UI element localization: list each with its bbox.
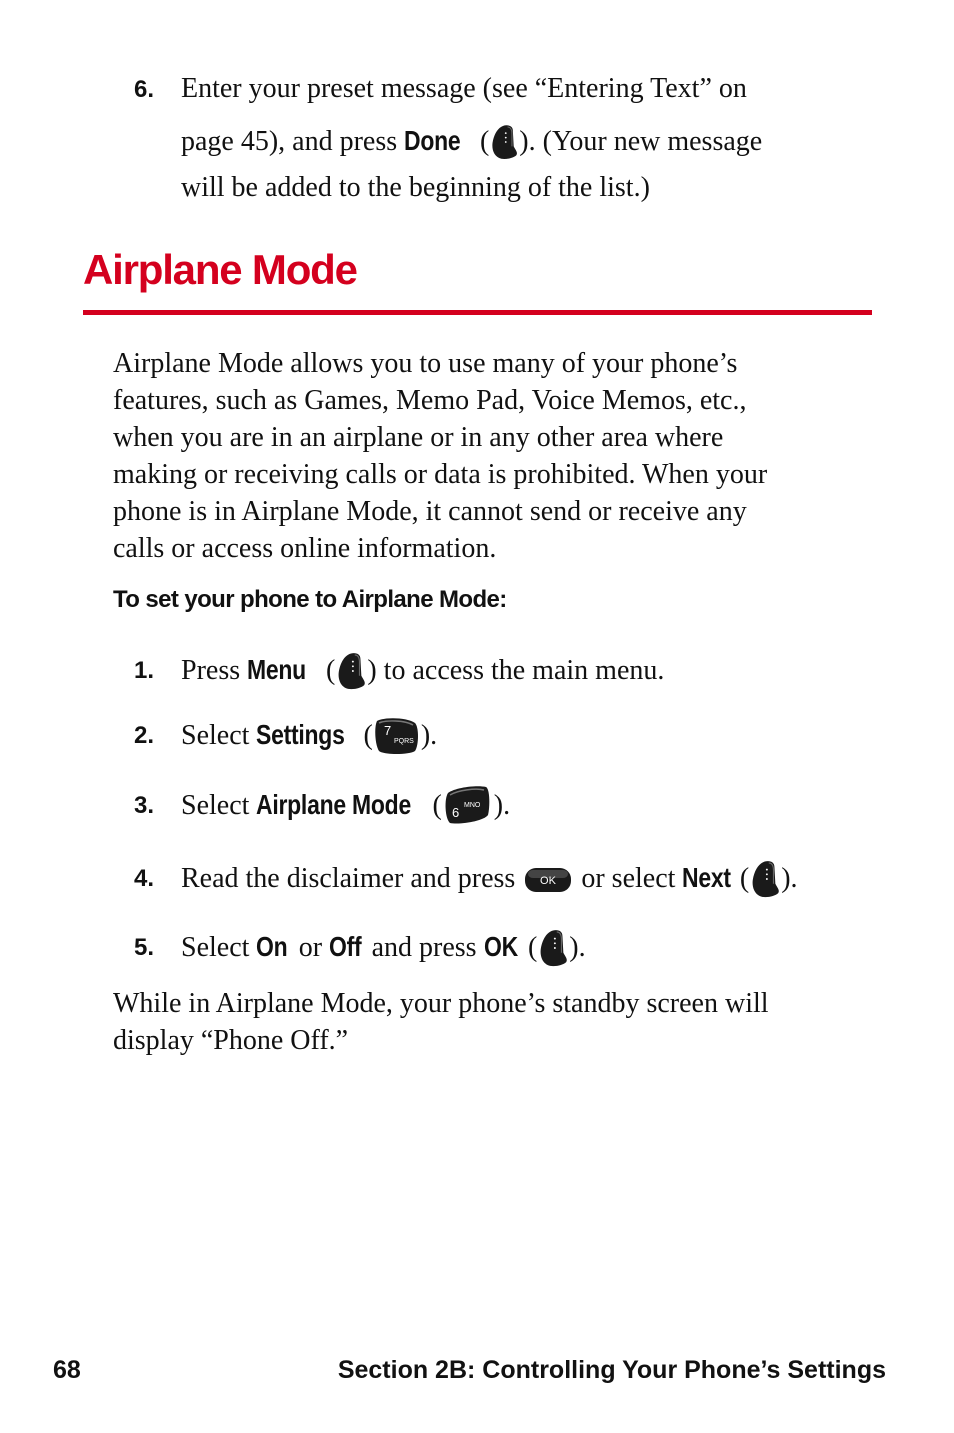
step-text: ) to access the main menu.: [367, 655, 665, 686]
step-text: ).: [781, 863, 798, 894]
section-heading: Airplane Mode: [83, 246, 357, 293]
step-6-line-1: Enter your preset message (see “Entering Text” on: [181, 73, 747, 104]
ok-key-icon: [524, 867, 572, 893]
key-label-off: Off: [329, 931, 362, 962]
key-label-done: Done: [404, 125, 461, 156]
step-text: Select: [181, 720, 257, 751]
step-text: and press: [364, 932, 484, 963]
step-text: or: [291, 932, 330, 963]
heading-rule: [83, 310, 872, 315]
step-5-line: [181, 931, 586, 964]
step-4-line: [181, 862, 798, 895]
step-text: Read the disclaimer and press: [181, 863, 523, 894]
page-number: 68: [53, 1356, 81, 1384]
ok-key-label: OK: [540, 874, 557, 887]
step-1-line: [181, 654, 664, 687]
closing-paragraph: [113, 985, 769, 1059]
intro-line: when you are in an airplane or in any other area where: [113, 422, 724, 453]
intro-line: phone is in Airplane Mode, it cannot send or receive any: [113, 496, 747, 527]
intro-line: features, such as Games, Memo Pad, Voice Memos, etc.,: [113, 385, 747, 416]
step-text: ).: [569, 932, 586, 963]
key-label-menu: Menu: [247, 654, 307, 685]
step-number: 5.: [134, 934, 155, 961]
key-7-icon: [373, 715, 421, 757]
step-text: (: [520, 932, 538, 963]
key-label-settings: Settings: [256, 719, 346, 750]
intro-paragraph: [113, 345, 767, 567]
step-3-line: [181, 789, 510, 822]
key-letters: PQRS: [393, 737, 414, 745]
step-text: ).: [493, 790, 511, 821]
key-digit: 6: [451, 804, 459, 820]
step-text: (: [732, 863, 750, 894]
step-number: 6.: [134, 76, 155, 103]
step-text: ).: [420, 720, 438, 751]
step-text: (: [356, 720, 373, 751]
procedure-subheading: To set your phone to Airplane Mode:: [113, 586, 507, 613]
key-label-next: Next: [682, 862, 732, 893]
key-letters: MNO: [463, 801, 481, 809]
softkey-icon: [489, 121, 519, 163]
step-text: (: [472, 126, 490, 157]
intro-line: Airplane Mode allows you to use many of your phone’s: [113, 348, 738, 379]
step-number: 4.: [134, 865, 155, 892]
step-6-line-3: will be added to the beginning of the list.): [181, 172, 650, 203]
intro-line: calls or access online information.: [113, 533, 497, 564]
step-text: Press: [181, 655, 248, 686]
key-6-icon: [442, 783, 494, 827]
step-text: Select: [181, 790, 257, 821]
step-number: 2.: [134, 722, 155, 749]
step-6-line-2: [181, 125, 762, 158]
step-text: or select: [574, 863, 683, 894]
step-number: 3.: [134, 792, 155, 819]
running-footer-title: Section 2B: Controlling Your Phone’s Settings: [337, 1356, 886, 1384]
closing-line: While in Airplane Mode, your phone’s standby screen will: [113, 988, 769, 1019]
softkey-icon: [335, 648, 367, 694]
key-label-on: On: [256, 931, 288, 962]
step-text: ). (Your new message: [519, 126, 763, 157]
step-text: Select: [181, 932, 257, 963]
intro-line: making or receiving calls or data is prohibited. When your: [113, 459, 768, 490]
step-text: page 45), and press: [181, 126, 405, 157]
closing-line: display “Phone Off.”: [113, 1025, 349, 1056]
softkey-icon: [749, 856, 781, 902]
key-digit: 7: [383, 722, 392, 738]
step-text: (: [319, 655, 336, 686]
key-label-airplane-mode: Airplane Mode: [256, 789, 412, 820]
step-2-line: [181, 719, 437, 752]
step-number: 1.: [134, 657, 155, 684]
step-text: (: [425, 790, 442, 821]
softkey-icon: [537, 925, 569, 971]
key-label-ok: OK: [483, 931, 518, 962]
